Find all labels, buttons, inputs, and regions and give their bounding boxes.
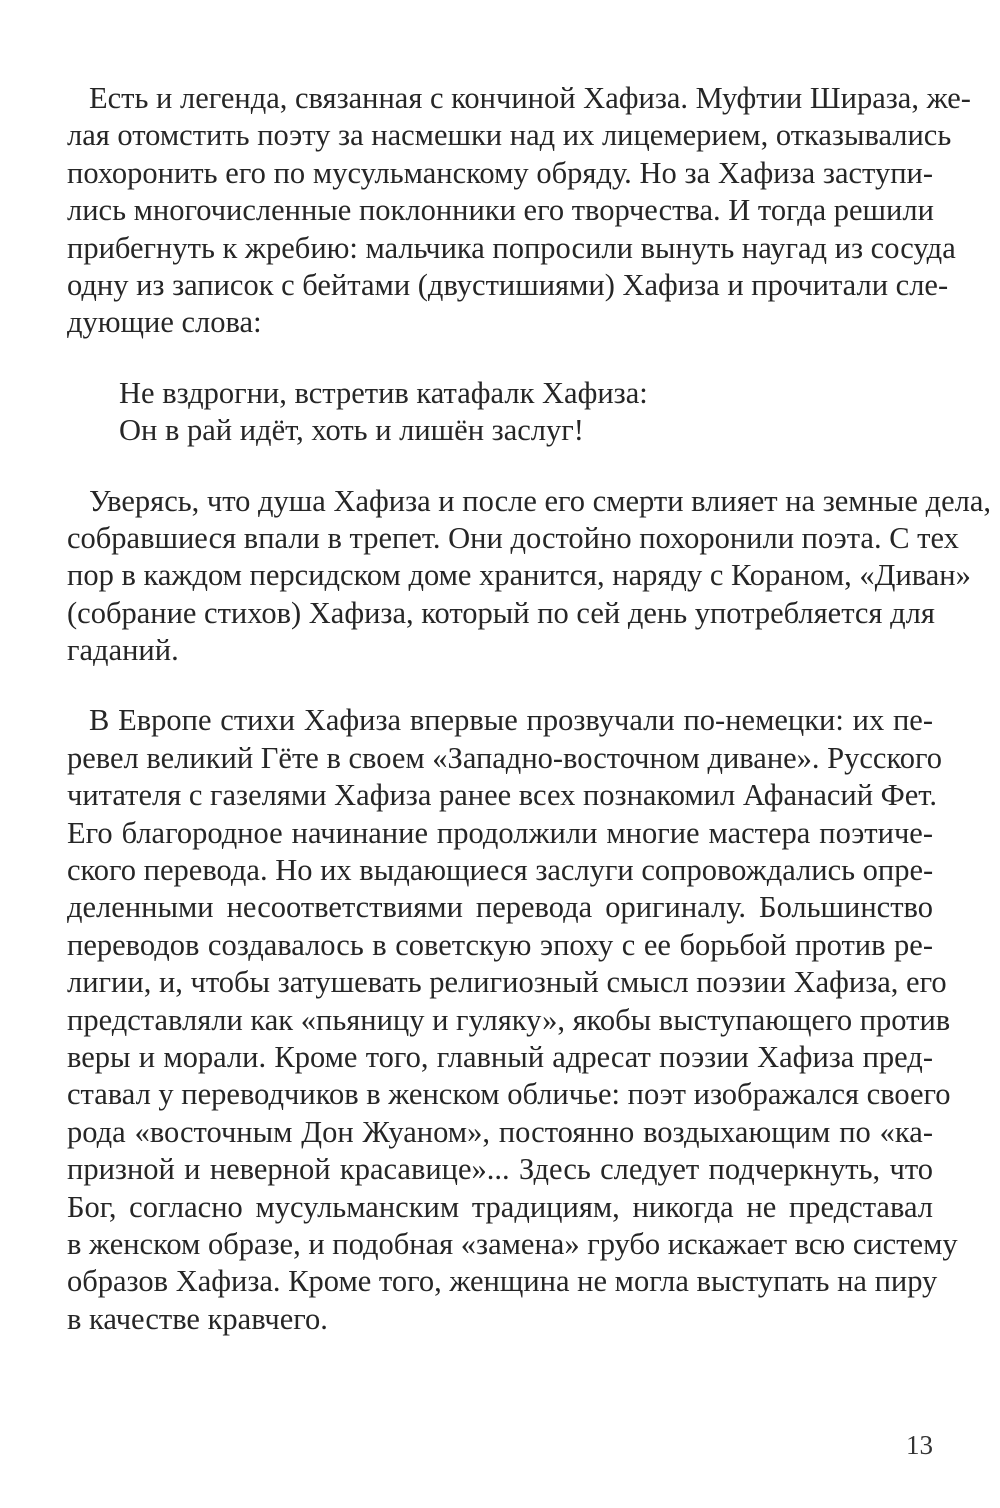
page-body: [67, 80, 992, 1338]
text-line: деленными несоответствиями перевода оригиналу. Большинство: [67, 890, 933, 925]
text-line: Бог, согласно мусульманским традициям, никогда не представал: [67, 1189, 933, 1224]
text-line: в женском образе, и подобная «замена» грубо искажает всю систему: [67, 1226, 958, 1261]
text-line: одну из записок с бейтами (двустишиями) Хафиза и прочитали сле-: [67, 267, 949, 302]
text-line: гаданий.: [67, 633, 179, 668]
verse-couplet: [67, 375, 933, 450]
paragraph-gap: [67, 342, 933, 375]
text-line: образов Хафиза. Кроме того, женщина не могла выступать на пиру: [67, 1264, 938, 1299]
text-line: веры и морали. Кроме того, главный адресат поэзии Хафиза пред-: [67, 1039, 933, 1074]
text-line: переводов создавалось в советскую эпоху с ее борьбой против ре-: [67, 927, 933, 962]
text-line: Есть и легенда, связанная с кончиной Хафиза. Муфтии Шираза, же-: [89, 81, 971, 115]
text-line: лигии, и, чтобы затушевать религиозный смысл поэзии Хафиза, его: [67, 965, 947, 1000]
text-line: В Европе стихи Хафиза впервые прозвучали по-немецки: их пе-: [89, 703, 933, 738]
text-line: ставал у переводчиков в женском обличье: поэт изображался своего: [67, 1077, 951, 1112]
text-line: представляли как «пьяницу и гуляку», якобы выступающего против: [67, 1002, 951, 1037]
verse-line: Он в рай идёт, хоть и лишён заслуг!: [119, 413, 584, 448]
text-line: в качестве кравчего.: [67, 1301, 328, 1336]
text-line: лая отомстить поэту за насмешки над их лицемерием, отказывались: [67, 118, 952, 153]
text-line: похоронить его по мусульманскому обряду. Но за Хафиза заступи-: [67, 155, 933, 190]
text-line: ского перевода. Но их выдающиеся заслуги сопровождались опре-: [67, 853, 934, 888]
paragraph-gap: [67, 450, 933, 483]
page-number: 13: [906, 1430, 933, 1460]
paragraph-translations: [67, 702, 958, 1338]
paragraph-gap: [67, 669, 933, 702]
text-line: призной и неверной красавице»... Здесь следует подчеркнуть, что: [67, 1152, 933, 1187]
text-line: (собрание стихов) Хафиза, который по сей день употребляется для: [67, 595, 935, 630]
text-line: читателя с газелями Хафиза ранее всех познакомил Афанасий Фет.: [67, 778, 937, 813]
text-line: ревел великий Гёте в своем «Западно-восточном диване». Русского: [67, 740, 942, 775]
paragraph-legend: [67, 80, 971, 342]
verse-line: Не вздрогни, встретив катафалк Хафиза:: [119, 375, 648, 410]
text-line: прибегнуть к жребию: мальчика попросили вынуть наугад из сосуда: [67, 230, 956, 265]
text-line: собравшиеся впали в трепет. Они достойно похоронили поэта. С тех: [67, 520, 959, 555]
text-line: Уверясь, что душа Хафиза и после его смерти влияет на земные дела,: [89, 483, 992, 518]
text-line: дующие слова:: [67, 305, 262, 340]
paragraph-burial: [67, 483, 992, 670]
text-line: пор в каждом персидском доме хранится, наряду с Кораном, «Диван»: [67, 558, 971, 593]
text-line: Его благородное начинание продолжили многие мастера поэтиче-: [67, 815, 933, 850]
text-line: рода «восточным Дон Жуаном», постоянно воздыхающим по «ка-: [67, 1114, 933, 1149]
text-line: лись многочисленные поклонники его творчества. И тогда решили: [67, 193, 934, 228]
